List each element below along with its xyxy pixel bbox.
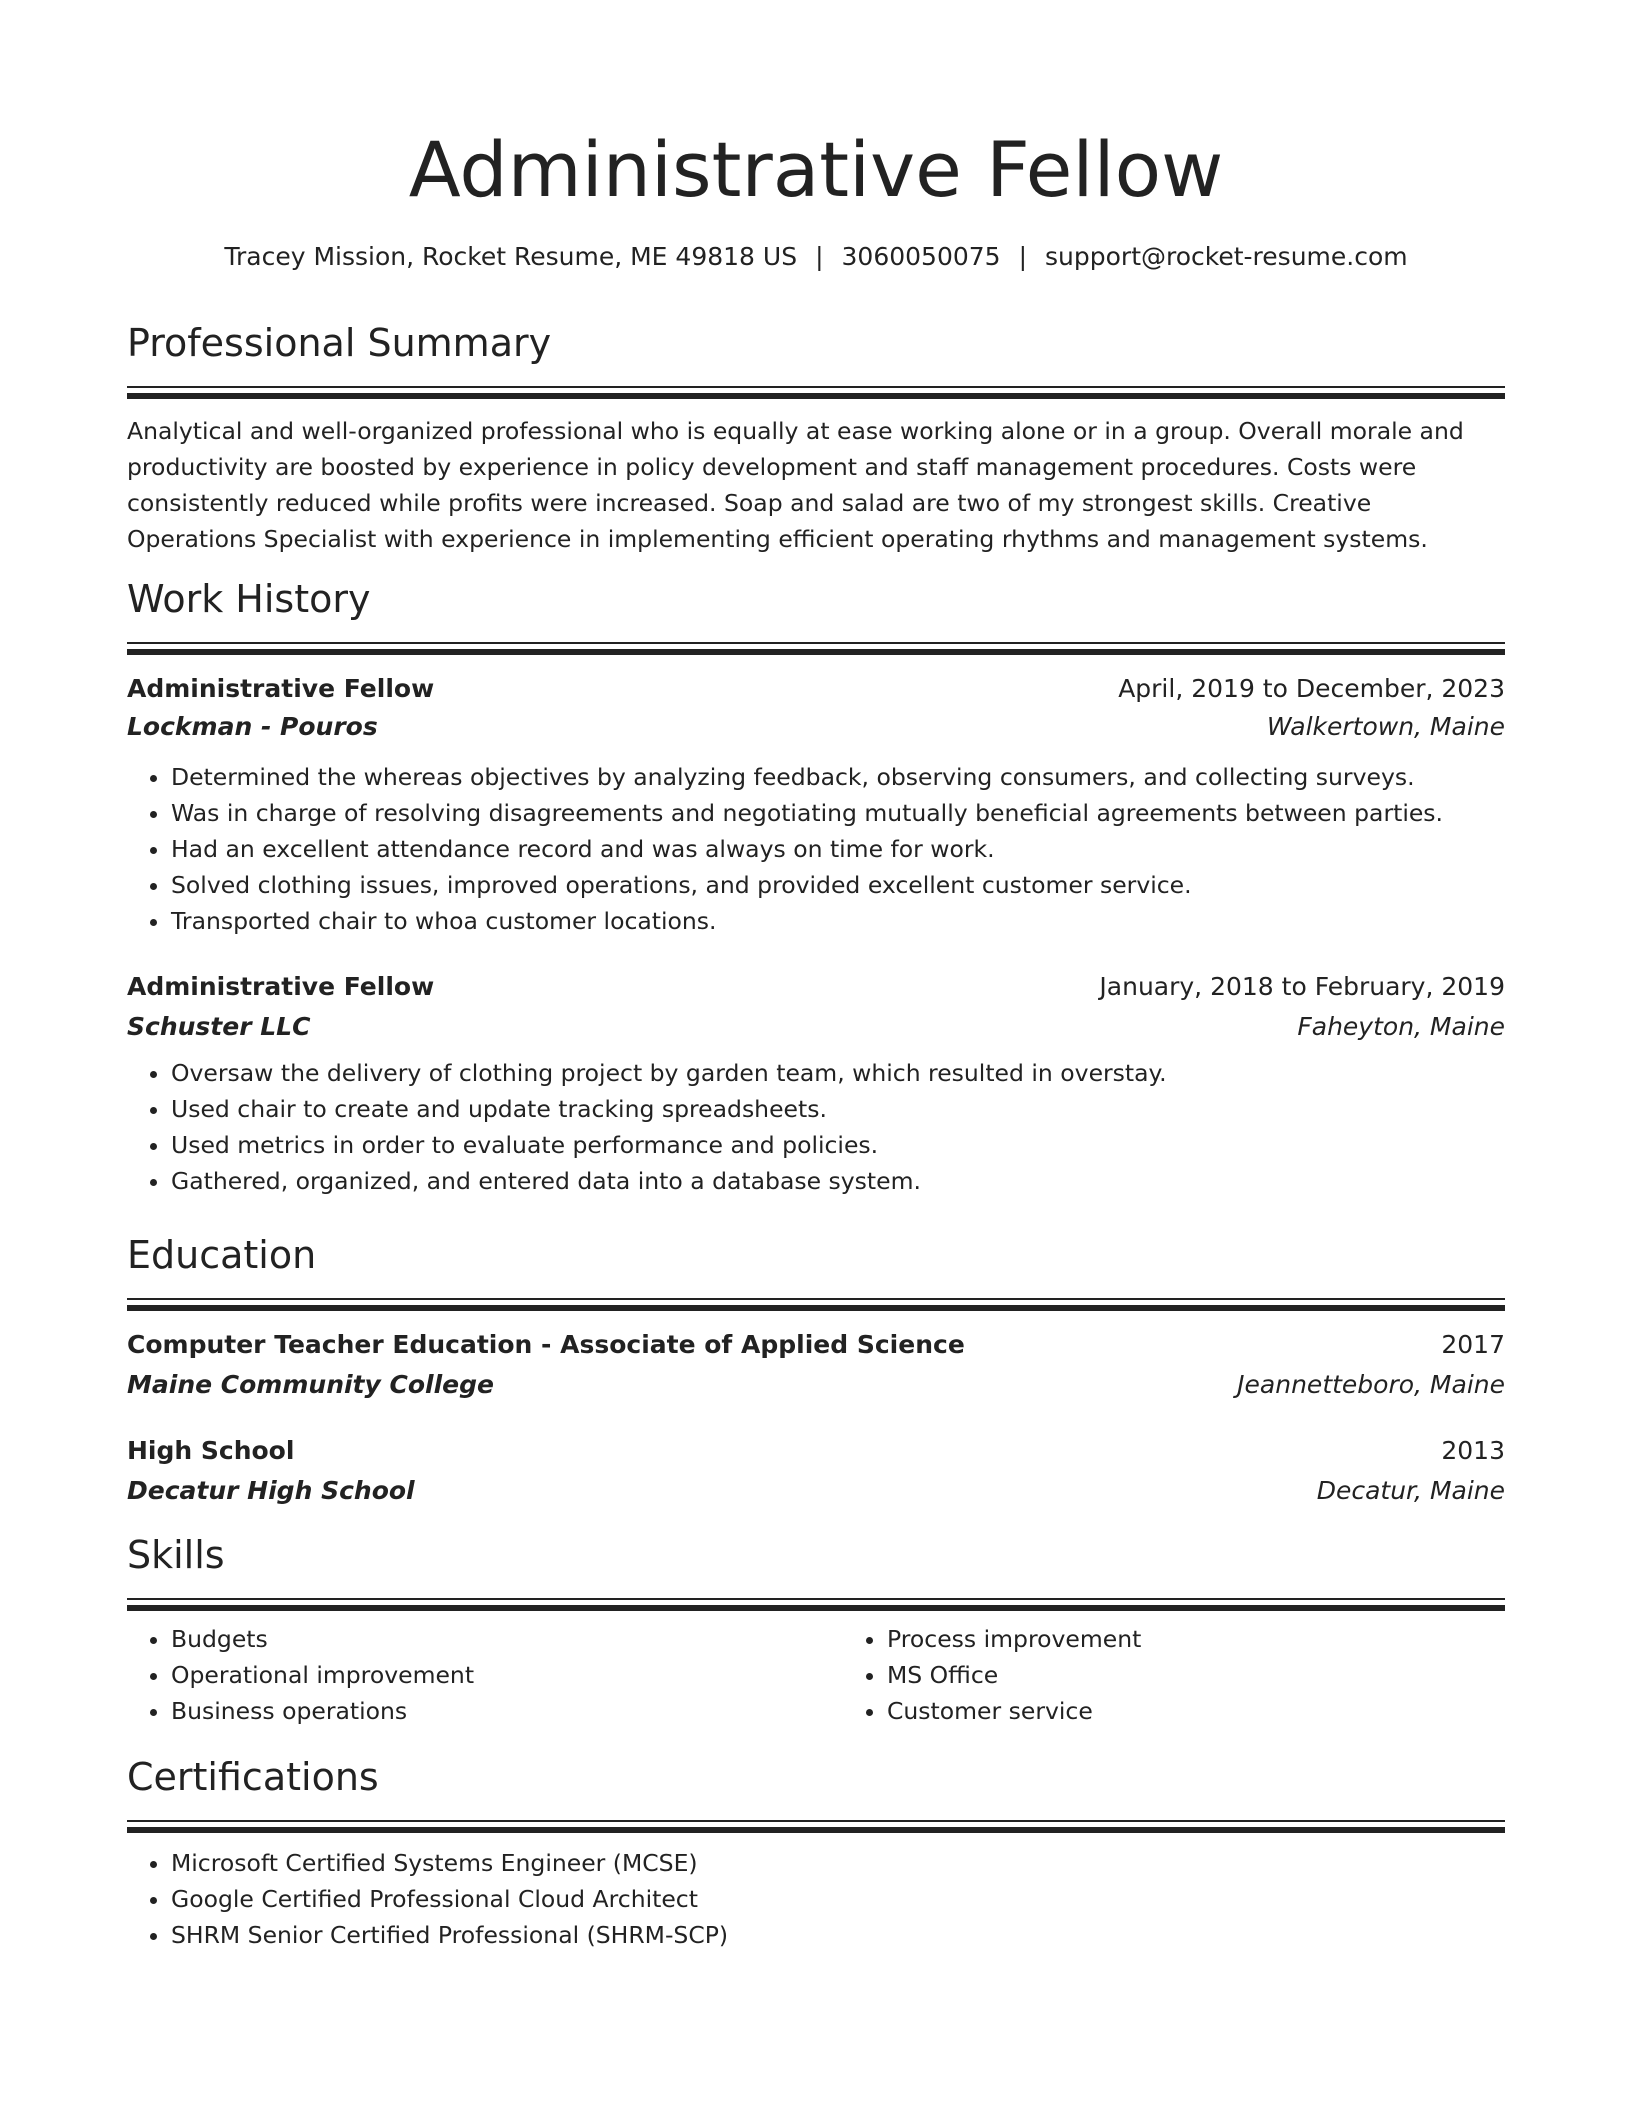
candidate-name: Administrative Fellow xyxy=(408,125,1224,214)
skills-list-right xyxy=(843,1621,1559,1729)
job-company: Schuster LLC xyxy=(127,1012,311,1041)
education-school: Decatur High School xyxy=(127,1476,415,1505)
list-item: • Solved clothing issues, improved operations, and provided excellent customer service. xyxy=(171,867,1505,903)
section-divider xyxy=(127,1298,1505,1311)
job-company: Lockman - Pouros xyxy=(127,712,378,741)
education-entry xyxy=(127,1327,1505,1403)
job-title: Administrative Fellow xyxy=(127,972,435,1001)
section-professional-summary xyxy=(127,318,1505,557)
list-item: • Microsoft Certified Systems Engineer (MCSE) xyxy=(171,1845,1505,1881)
education-entry xyxy=(127,1433,1505,1509)
education-school-row xyxy=(127,1473,1505,1509)
education-year: 2017 xyxy=(1441,1330,1505,1359)
job-entry xyxy=(127,969,1505,1199)
section-divider xyxy=(127,386,1505,399)
list-item: • Oversaw the delivery of clothing project by garden team, which resulted in overstay. xyxy=(171,1055,1505,1091)
education-header-row xyxy=(127,1327,1505,1363)
list-item: • Customer service xyxy=(887,1693,1559,1729)
job-bullets xyxy=(127,1055,1505,1199)
list-item: • Google Certified Professional Cloud Architect xyxy=(171,1881,1505,1917)
job-bullets xyxy=(127,759,1505,939)
job-dates: April, 2019 to December, 2023 xyxy=(1118,674,1505,703)
education-degree: Computer Teacher Education - Associate of Applied Science xyxy=(127,1330,965,1359)
contact-separator: | xyxy=(1018,242,1028,271)
skills-grid xyxy=(127,1611,1505,1729)
section-work-history xyxy=(127,574,1505,1199)
job-header-row xyxy=(127,969,1505,1005)
education-degree: High School xyxy=(127,1436,295,1465)
job-dates: January, 2018 to February, 2019 xyxy=(1099,972,1505,1001)
contact-separator: | xyxy=(815,242,824,271)
list-item: • Business operations xyxy=(171,1693,843,1729)
education-location: Jeannetteboro, Maine xyxy=(1237,1370,1505,1399)
list-item: • Had an excellent attendance record and was always on time for work. xyxy=(171,831,1505,867)
education-location: Decatur, Maine xyxy=(1316,1476,1505,1505)
job-location: Faheyton, Maine xyxy=(1297,1012,1505,1041)
list-item: • Gathered, organized, and entered data into a database system. xyxy=(171,1163,1505,1199)
section-title: Work History xyxy=(127,577,371,621)
job-title: Administrative Fellow xyxy=(127,674,435,703)
section-divider xyxy=(127,642,1505,655)
list-item: • Transported chair to whoa customer locations. xyxy=(171,903,1505,939)
list-item: • Was in charge of resolving disagreements and negotiating mutually beneficial agreements between parties. xyxy=(171,795,1505,831)
list-item: • Used metrics in order to evaluate performance and policies. xyxy=(171,1127,1505,1163)
certifications-list xyxy=(127,1845,1505,1953)
section-certifications xyxy=(127,1752,1505,1953)
list-item: • Operational improvement xyxy=(171,1657,843,1693)
section-title: Professional Summary xyxy=(127,321,552,365)
list-item: • Process improvement xyxy=(887,1621,1559,1657)
section-divider xyxy=(127,1820,1505,1833)
contact-phone: 3060050075 xyxy=(841,242,1001,271)
resume-header xyxy=(127,0,1505,274)
section-skills xyxy=(127,1530,1505,1729)
education-school-row xyxy=(127,1367,1505,1403)
education-header-row xyxy=(127,1433,1505,1469)
contact-email: support@rocket-resume.com xyxy=(1045,242,1408,271)
section-title: Education xyxy=(127,1233,317,1277)
contact-line xyxy=(127,240,1505,274)
section-divider xyxy=(127,1598,1505,1611)
education-year: 2013 xyxy=(1441,1436,1505,1465)
list-item: • Budgets xyxy=(171,1621,843,1657)
job-company-row xyxy=(127,1009,1505,1045)
list-item: • SHRM Senior Certified Professional (SHRM-SCP) xyxy=(171,1917,1505,1953)
education-school: Maine Community College xyxy=(127,1370,494,1399)
section-title: Certifications xyxy=(127,1755,379,1799)
skills-list-left xyxy=(127,1621,843,1729)
job-entry xyxy=(127,671,1505,939)
job-header-row xyxy=(127,671,1505,707)
job-company-row xyxy=(127,709,1505,745)
list-item: • MS Office xyxy=(887,1657,1559,1693)
list-item: • Determined the whereas objectives by analyzing feedback, observing consumers, and collecting surveys. xyxy=(171,759,1505,795)
contact-address: Tracey Mission, Rocket Resume, ME 49818 US xyxy=(224,242,798,271)
list-item: • Used chair to create and update tracking spreadsheets. xyxy=(171,1091,1505,1127)
summary-text: Analytical and well-organized professional who is equally at ease working alone or in a group. Overall morale and productivity are boosted by experience in policy development and staff management procedures. Costs were consistently reduced while profits were increased. Soap and salad are two of my strongest skills. Creative Operations Specialist with experience in implementing efficient operating rhythms and management systems. xyxy=(127,417,1464,553)
section-education xyxy=(127,1230,1505,1509)
job-location: Walkertown, Maine xyxy=(1266,712,1505,741)
section-title: Skills xyxy=(127,1533,225,1577)
